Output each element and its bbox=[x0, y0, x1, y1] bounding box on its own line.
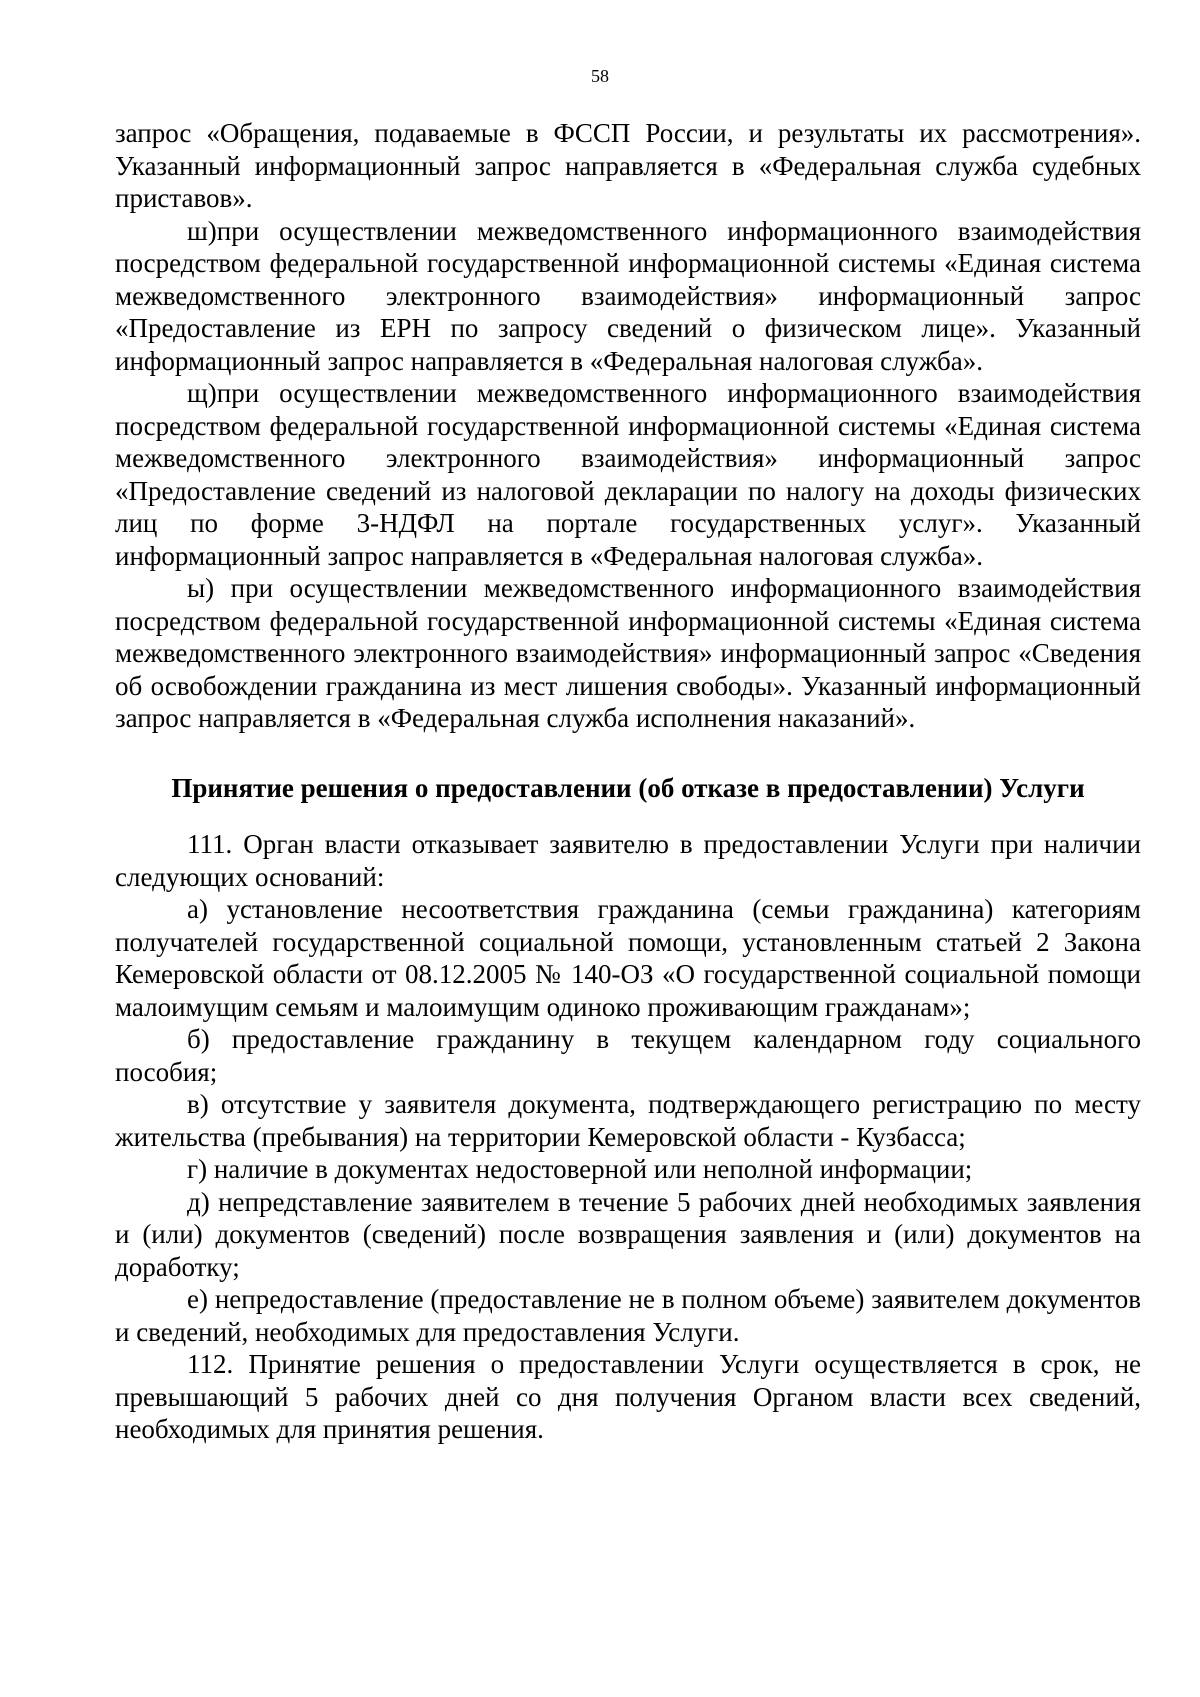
clause-112: 112. Принятие решения о предоставлении Услуги осуществляется в срок, не превышающий 5 рабочих дней со дня получения Органом власти всех сведений, необходимых для принятия решения. bbox=[115, 1349, 1141, 1444]
list-item-a: а) установление несоответствия гражданина (семьи гражданина) категориям получателей государственной социальной помощи, установленным статьей 2 Закона Кемеровской области от 08.12.2005 № 140-ОЗ «О государственной социальной помощи малоимущим семьям и малоимущим одиноко проживающим гражданам»; bbox=[115, 894, 1141, 1022]
intro-paragraph: запрос «Обращения, подаваемые в ФССП России, и результаты их рассмотрения». Указанный информационный запрос направляется в «Федеральная служба судебных приставов». bbox=[115, 118, 1141, 213]
list-item-shch: щ)при осуществлении межведомственного информационного взаимодействия посредством федеральной государственной информационной системы «Единая система межведомственного электронного взаимодействия» информационный запрос «Предоставление сведений из налоговой декларации по налогу на доходы физических лиц по форме 3-НДФЛ на портале государственных услуг». Указанный информационный запрос направляется в «Федеральная налоговая служба». bbox=[115, 378, 1141, 571]
list-item-e: е) непредоставление (предоставление не в полном объеме) заявителем документов и сведений, необходимых для предоставления Услуги. bbox=[115, 1284, 1141, 1347]
list-item-sh: ш)при осуществлении межведомственного информационного взаимодействия посредством федеральной государственной информационной системы «Единая система межведомственного электронного взаимодействия» информационный запрос «Предоставление из ЕРН по запросу сведений о физическом лице». Указанный информационный запрос направляется в «Федеральная налоговая служба». bbox=[115, 215, 1141, 376]
list-item-v: в) отсутствие у заявителя документа, подтверждающего регистрацию по месту жительства (пребывания) на территории Кемеровской области - Кузбасса; bbox=[115, 1089, 1141, 1152]
list-item-y: ы) при осуществлении межведомственного информационного взаимодействия посредством федеральной государственной информационной системы «Единая система межведомственного электронного взаимодействия» информационный запрос «Сведения об освобождении гражданина из мест лишения свободы». Указанный информационный запрос направляется в «Федеральная служба исполнения наказаний». bbox=[115, 573, 1141, 733]
document-body bbox=[115, 117, 1141, 1446]
page-number: 58 bbox=[591, 66, 609, 86]
list-item-b: б) предоставление гражданину в текущем календарном году социального пособия; bbox=[115, 1024, 1141, 1087]
list-item-d: д) непредставление заявителем в течение 5 рабочих дней необходимых заявления и (или) документов (сведений) после возвращения заявления и (или) документов на доработку; bbox=[115, 1186, 1141, 1282]
clause-111: 111. Орган власти отказывает заявителю в предоставлении Услуги при наличии следующих оснований: bbox=[115, 829, 1141, 892]
list-item-g: г) наличие в документах недостоверной или неполной информации; bbox=[187, 1154, 973, 1184]
section-heading: Принятие решения о предоставлении (об отказе в предоставлении) Услуги bbox=[171, 772, 1085, 803]
